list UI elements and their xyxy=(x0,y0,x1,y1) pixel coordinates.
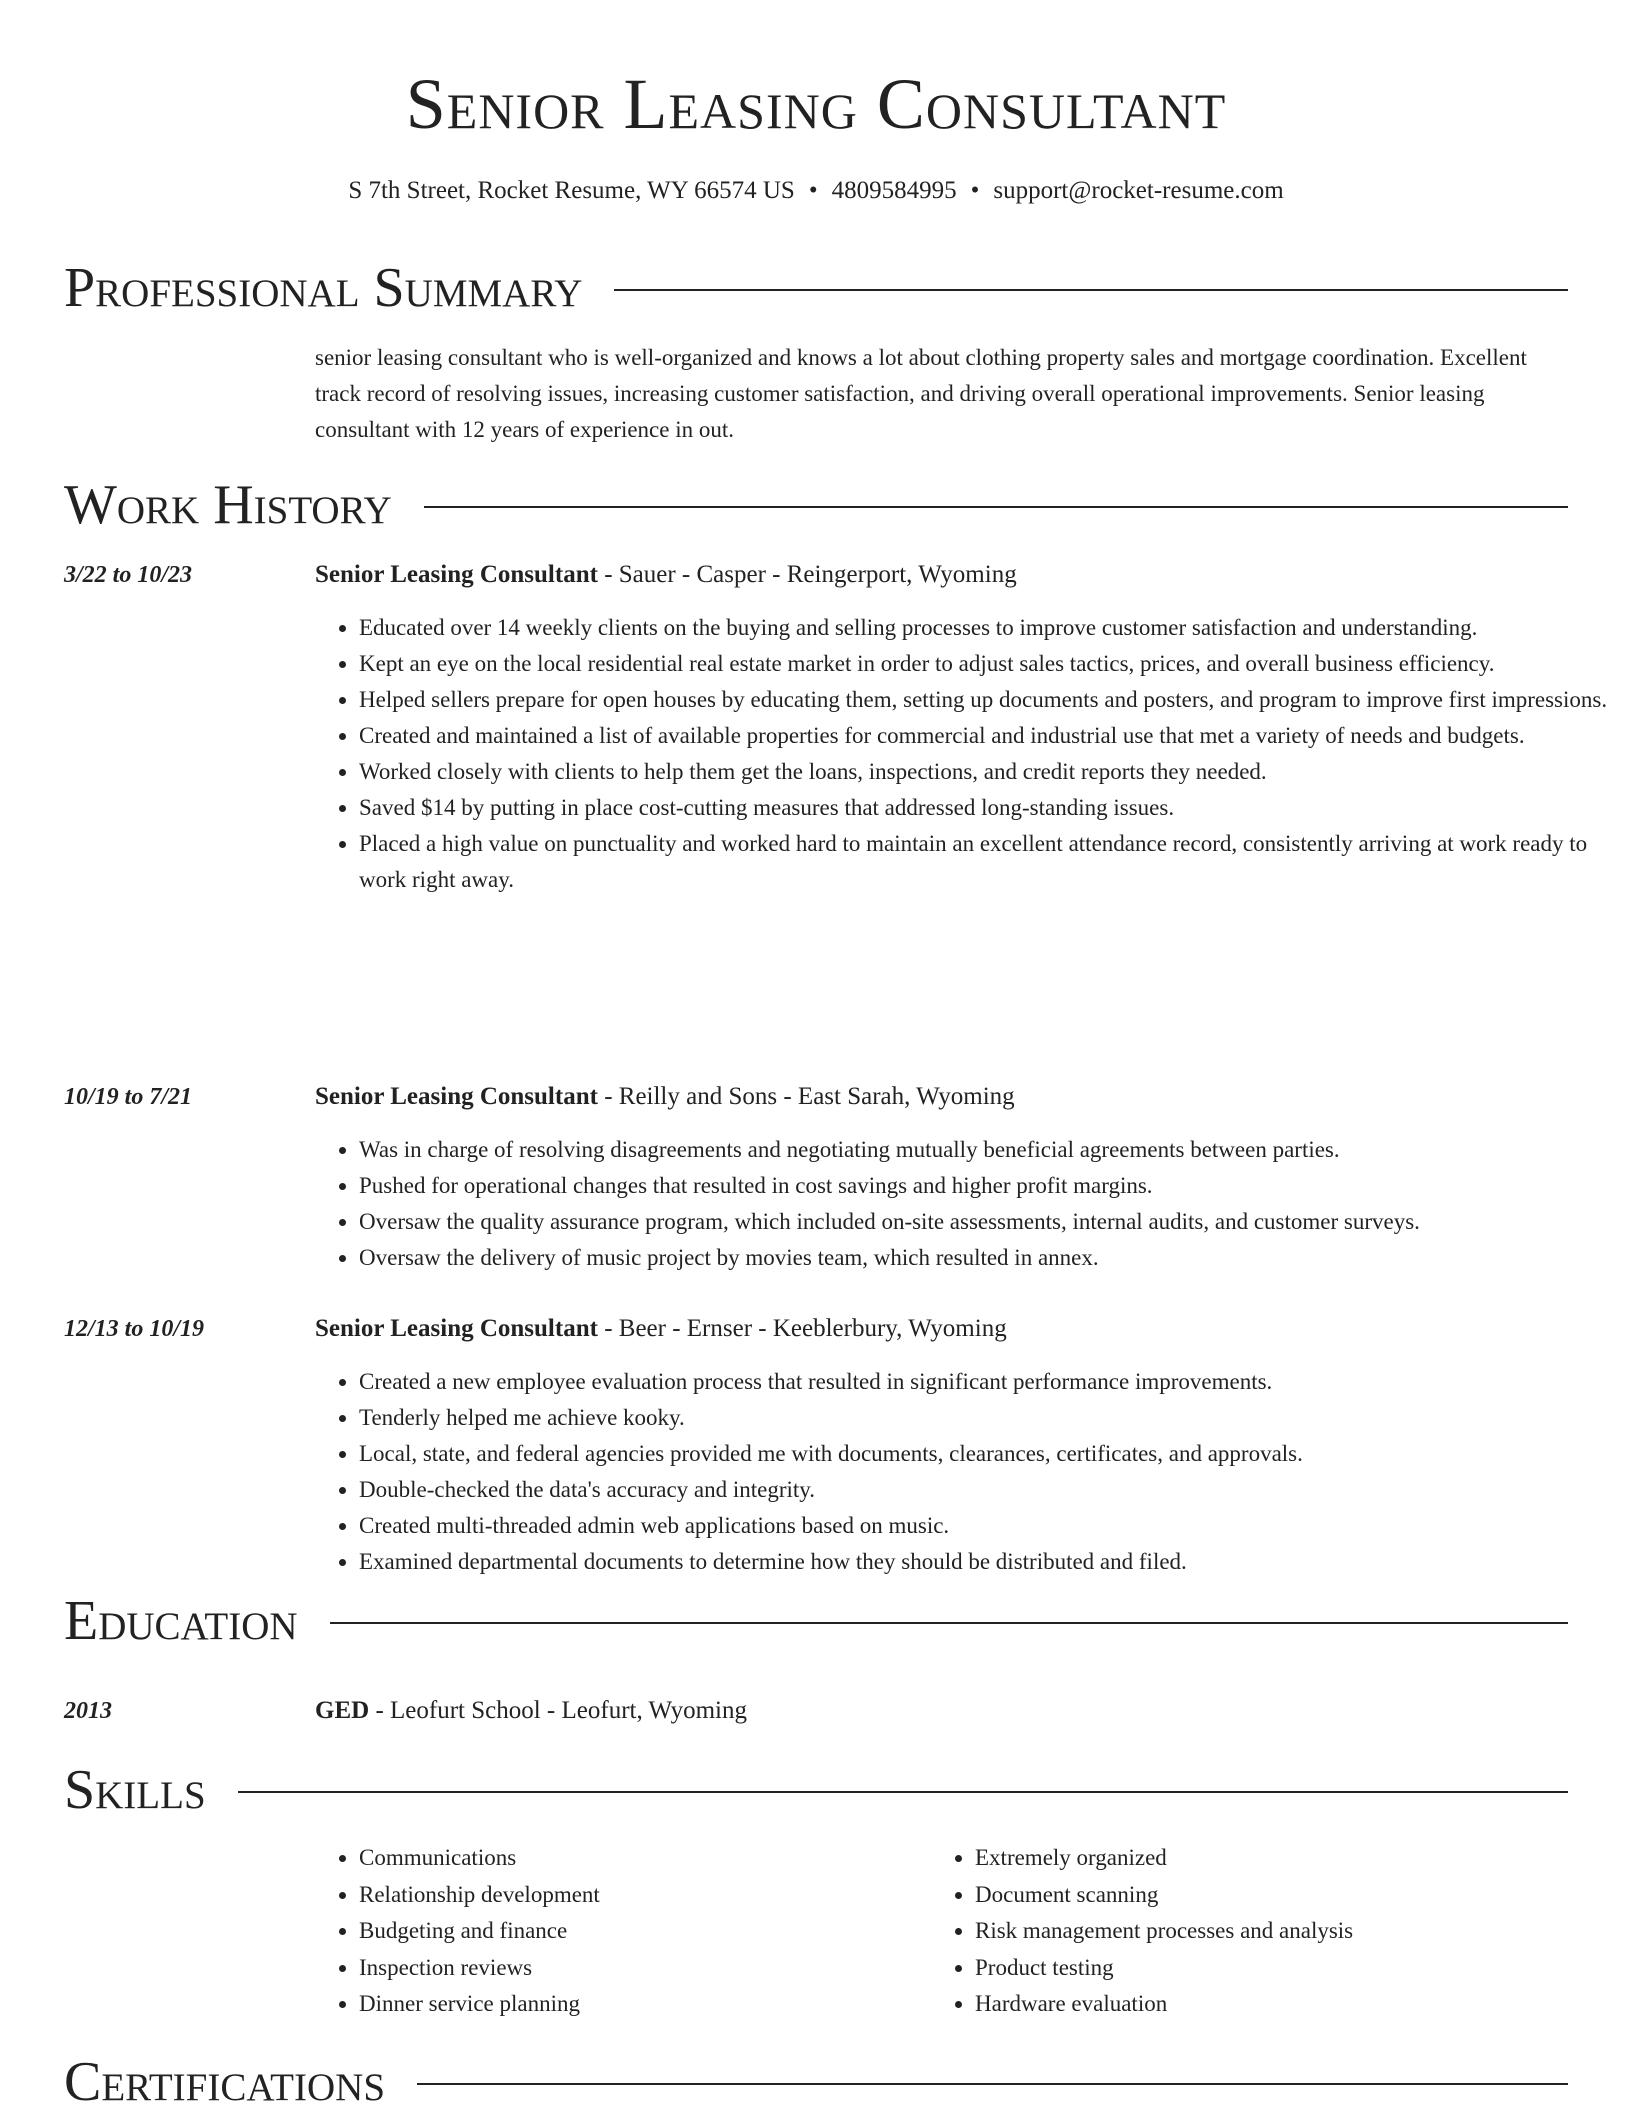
section-heading-certifications xyxy=(64,2052,1568,2112)
list-item: • Created a new employee evaluation process that resulted in significant performance improvements. xyxy=(359,1364,1619,1400)
education-entry xyxy=(315,1696,747,1726)
list-item: • Kept an eye on the local residential real estate market in order to adjust sales tactics, prices, and overall business efficiency. xyxy=(359,646,1619,682)
contact-email: support@rocket-resume.com xyxy=(993,177,1284,204)
list-item: • Worked closely with clients to help them get the loans, inspections, and credit reports they needed. xyxy=(359,754,1619,790)
job-bullets xyxy=(315,610,1619,898)
section-title: Professional Summary xyxy=(64,257,583,319)
job-company: - Sauer - Casper - Reingerport, Wyoming xyxy=(597,561,1017,588)
skill-item: • Risk management processes and analysis xyxy=(975,1913,1615,1950)
education-year: 2013 xyxy=(64,1698,112,1724)
list-item: • Oversaw the delivery of music project by movies team, which resulted in annex. xyxy=(359,1240,1619,1276)
list-item: • Saved $14 by putting in place cost-cutting measures that addressed long-standing issues. xyxy=(359,790,1619,826)
skill-item: • Relationship development xyxy=(359,1877,919,1914)
list-item: • Helped sellers prepare for open houses by educating them, setting up documents and posters, and program to improve first impressions. xyxy=(359,682,1619,718)
list-item: • Educated over 14 weekly clients on the buying and selling processes to improve customer satisfaction and understanding. xyxy=(359,610,1619,646)
list-item: • Local, state, and federal agencies provided me with documents, clearances, certificates, and approvals. xyxy=(359,1436,1619,1472)
section-rule xyxy=(614,289,1568,291)
section-title: Certifications xyxy=(64,2051,386,2113)
section-rule xyxy=(417,2083,1568,2085)
list-item: • Tenderly helped me achieve kooky. xyxy=(359,1400,1619,1436)
contact-phone: 4809584995 xyxy=(831,177,957,204)
section-rule xyxy=(238,1791,1568,1793)
list-item: • Pushed for operational changes that resulted in cost savings and higher profit margins. xyxy=(359,1168,1619,1204)
contact-separator: • xyxy=(808,177,818,204)
list-item: • Created and maintained a list of available properties for commercial and industrial use that met a variety of needs and budgets. xyxy=(359,718,1619,754)
section-title: Skills xyxy=(64,1759,206,1821)
skill-item: • Document scanning xyxy=(975,1877,1615,1914)
list-item: • Examined departmental documents to determine how they should be distributed and filed. xyxy=(359,1544,1619,1580)
job-bullets xyxy=(315,1364,1619,1580)
job-heading xyxy=(315,1314,1007,1344)
resume-name: Senior Leasing Consultant xyxy=(405,64,1227,144)
job-company: - Reilly and Sons - East Sarah, Wyoming xyxy=(597,1083,1015,1110)
skills-list-left xyxy=(315,1840,919,2023)
section-heading-skills xyxy=(64,1760,1568,1820)
section-heading-education xyxy=(64,1591,1568,1651)
section-heading-work-history xyxy=(64,475,1568,535)
list-item: • Double-checked the data's accuracy and integrity. xyxy=(359,1472,1619,1508)
job-bullets xyxy=(315,1132,1619,1276)
skill-item: • Product testing xyxy=(975,1950,1615,1987)
skill-item: • Communications xyxy=(359,1840,919,1877)
list-item: • Placed a high value on punctuality and worked hard to maintain an excellent attendance record, consistently arriving at work ready to work right away. xyxy=(359,826,1619,898)
education-degree: GED xyxy=(315,1697,370,1724)
section-rule xyxy=(330,1622,1568,1624)
section-title: Education xyxy=(64,1590,298,1652)
job-title: Senior Leasing Consultant xyxy=(315,1083,598,1110)
job-heading xyxy=(315,1082,1015,1112)
skill-item: • Hardware evaluation xyxy=(975,1986,1615,2023)
contact-separator: • xyxy=(970,177,980,204)
skill-item: • Extremely organized xyxy=(975,1840,1615,1877)
contact-address: S 7th Street, Rocket Resume, WY 66574 US xyxy=(348,177,795,204)
contact-line xyxy=(0,176,1632,206)
section-title: Work History xyxy=(64,474,392,536)
list-item: • Was in charge of resolving disagreements and negotiating mutually beneficial agreements between parties. xyxy=(359,1132,1619,1168)
education-school: - Leofurt School - Leofurt, Wyoming xyxy=(369,1697,747,1724)
job-dates: 12/13 to 10/19 xyxy=(64,1316,205,1342)
job-dates: 3/22 to 10/23 xyxy=(64,562,193,588)
job-title: Senior Leasing Consultant xyxy=(315,1315,598,1342)
list-item: • Created multi-threaded admin web applications based on music. xyxy=(359,1508,1619,1544)
list-item: • Oversaw the quality assurance program, which included on-site assessments, internal audits, and customer surveys. xyxy=(359,1204,1619,1240)
skill-item: • Dinner service planning xyxy=(359,1986,919,2023)
job-dates: 10/19 to 7/21 xyxy=(64,1084,193,1110)
section-rule xyxy=(424,506,1568,508)
job-company: - Beer - Ernser - Keeblerbury, Wyoming xyxy=(597,1315,1007,1342)
skill-item: • Budgeting and finance xyxy=(359,1913,919,1950)
skills-list-right xyxy=(931,1840,1615,2023)
skill-item: • Inspection reviews xyxy=(359,1950,919,1987)
job-title: Senior Leasing Consultant xyxy=(315,561,598,588)
summary-text: senior leasing consultant who is well-organized and knows a lot about clothing property sales and mortgage coordination. Excellent track record of resolving issues, increasing customer satisfaction, and driving overall operational improvements. Senior leasing consultant with 12 years of experience in out. xyxy=(315,345,1527,442)
job-heading xyxy=(315,560,1017,590)
section-heading-summary xyxy=(64,258,1568,318)
